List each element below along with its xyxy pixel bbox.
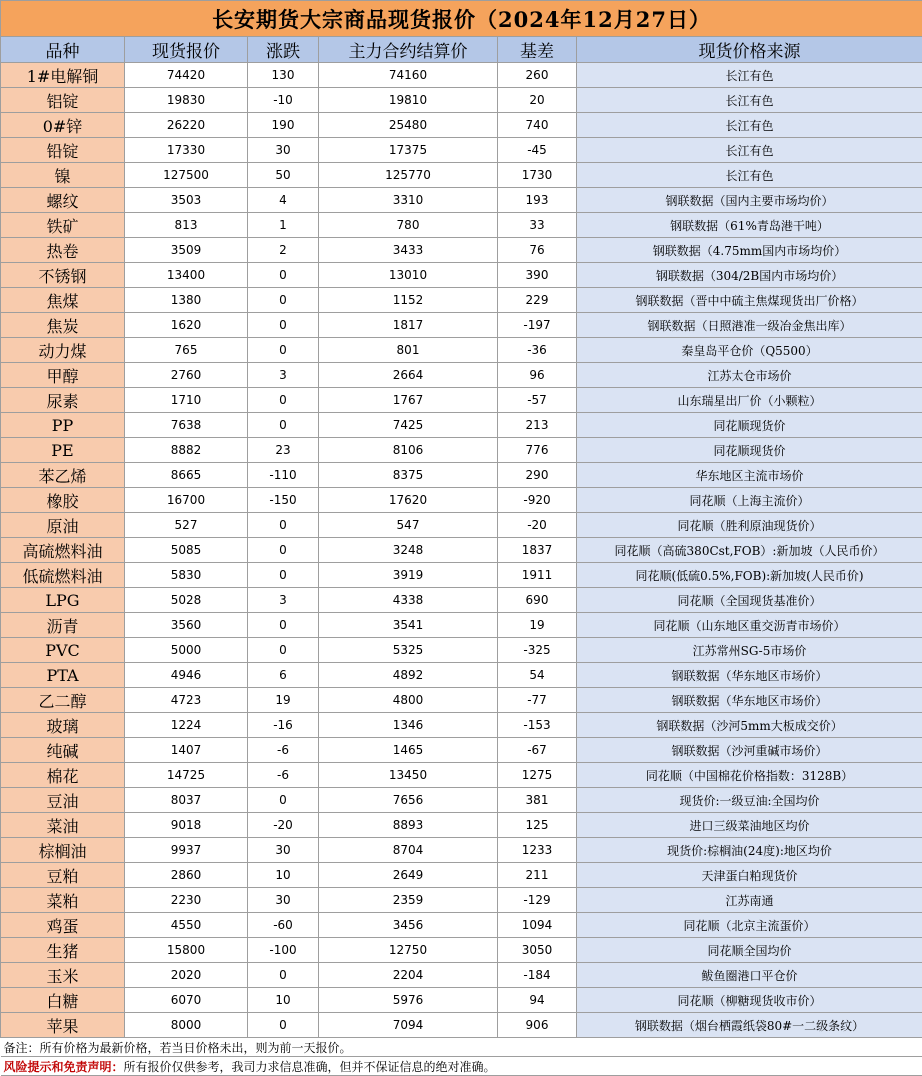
basis-cell: 19 <box>498 613 577 638</box>
change-cell: -10 <box>248 88 319 113</box>
spot-price-cell: 8000 <box>125 1013 248 1038</box>
basis-cell: 1837 <box>498 538 577 563</box>
basis-cell: 94 <box>498 988 577 1013</box>
change-cell: 0 <box>248 288 319 313</box>
settlement-price-cell: 17620 <box>319 488 498 513</box>
change-cell: 0 <box>248 613 319 638</box>
settlement-price-cell: 12750 <box>319 938 498 963</box>
variety-cell: 0#锌 <box>1 113 125 138</box>
change-cell: 0 <box>248 963 319 988</box>
basis-cell: 260 <box>498 63 577 88</box>
settlement-price-cell: 1465 <box>319 738 498 763</box>
settlement-price-cell: 8704 <box>319 838 498 863</box>
price-source-cell: 钢联数据（沙河5mm大板成交价） <box>577 713 922 738</box>
price-source-cell: 钢联数据（晋中中硫主焦煤现货出厂价格） <box>577 288 922 313</box>
price-source-cell: 山东瑞星出厂价（小颗粒） <box>577 388 922 413</box>
price-source-cell: 钢联数据（华东地区市场价） <box>577 688 922 713</box>
variety-cell: 热卷 <box>1 238 125 263</box>
basis-cell: 290 <box>498 463 577 488</box>
change-cell: 0 <box>248 263 319 288</box>
variety-cell: 尿素 <box>1 388 125 413</box>
basis-cell: -36 <box>498 338 577 363</box>
spot-price-cell: 4550 <box>125 913 248 938</box>
price-source-cell: 同花顺（上海主流价） <box>577 488 922 513</box>
price-source-cell: 同花顺全国均价 <box>577 938 922 963</box>
variety-cell: 甲醇 <box>1 363 125 388</box>
variety-cell: 不锈钢 <box>1 263 125 288</box>
basis-cell: 690 <box>498 588 577 613</box>
basis-cell: 125 <box>498 813 577 838</box>
variety-cell: 铁矿 <box>1 213 125 238</box>
settlement-price-cell: 3456 <box>319 913 498 938</box>
price-source-cell: 钢联数据（华东地区市场价） <box>577 663 922 688</box>
change-cell: 19 <box>248 688 319 713</box>
table-row <box>1 163 922 188</box>
settlement-price-cell: 2359 <box>319 888 498 913</box>
table-row <box>1 488 922 513</box>
header-basis: 基差 <box>498 37 577 63</box>
variety-cell: 镍 <box>1 163 125 188</box>
table-row <box>1 963 922 988</box>
change-cell: 0 <box>248 538 319 563</box>
variety-cell: 低硫燃料油 <box>1 563 125 588</box>
price-source-cell: 同花顺（全国现货基准价） <box>577 588 922 613</box>
header-spot-price: 现货报价 <box>125 37 248 63</box>
spot-price-cell: 74420 <box>125 63 248 88</box>
variety-cell: PP <box>1 413 125 438</box>
settlement-price-cell: 3433 <box>319 238 498 263</box>
price-source-cell: 同花顺(低硫0.5%,FOB):新加坡(人民币价) <box>577 563 922 588</box>
spot-price-cell: 527 <box>125 513 248 538</box>
spot-price-cell: 3560 <box>125 613 248 638</box>
spot-price-cell: 5085 <box>125 538 248 563</box>
price-source-cell: 同花顺（柳糖现货收市价） <box>577 988 922 1013</box>
settlement-price-cell: 74160 <box>319 63 498 88</box>
table-row <box>1 363 922 388</box>
price-source-cell: 天津蛋白粕现货价 <box>577 863 922 888</box>
settlement-price-cell: 7425 <box>319 413 498 438</box>
settlement-price-cell: 8375 <box>319 463 498 488</box>
header-price-source: 现货价格来源 <box>577 37 922 63</box>
spot-price-cell: 3503 <box>125 188 248 213</box>
settlement-price-cell: 801 <box>319 338 498 363</box>
change-cell: 0 <box>248 1013 319 1038</box>
basis-cell: 3050 <box>498 938 577 963</box>
basis-cell: 740 <box>498 113 577 138</box>
change-cell: 0 <box>248 788 319 813</box>
spot-price-cell: 5830 <box>125 563 248 588</box>
basis-cell: 381 <box>498 788 577 813</box>
variety-cell: 焦煤 <box>1 288 125 313</box>
table-row <box>1 588 922 613</box>
price-source-cell: 江苏太仓市场价 <box>577 363 922 388</box>
variety-cell: LPG <box>1 588 125 613</box>
price-source-cell: 钢联数据（4.75mm国内市场均价） <box>577 238 922 263</box>
change-cell: 50 <box>248 163 319 188</box>
basis-cell: 390 <box>498 263 577 288</box>
settlement-price-cell: 8106 <box>319 438 498 463</box>
table-row <box>1 238 922 263</box>
basis-cell: 1094 <box>498 913 577 938</box>
table-row <box>1 288 922 313</box>
header-change: 涨跌 <box>248 37 319 63</box>
disclaimer-label: 风险提示和免责声明： <box>4 1060 124 1074</box>
price-source-cell: 同花顺（高硫380Cst,FOB）:新加坡（人民币价） <box>577 538 922 563</box>
table-row <box>1 663 922 688</box>
spot-price-cell: 2760 <box>125 363 248 388</box>
basis-cell: 1275 <box>498 763 577 788</box>
table-row <box>1 713 922 738</box>
basis-cell: -77 <box>498 688 577 713</box>
variety-cell: 生猪 <box>1 938 125 963</box>
spot-price-cell: 7638 <box>125 413 248 438</box>
change-cell: 30 <box>248 838 319 863</box>
variety-cell: 棉花 <box>1 763 125 788</box>
variety-cell: 白糖 <box>1 988 125 1013</box>
spot-price-cell: 127500 <box>125 163 248 188</box>
basis-cell: 193 <box>498 188 577 213</box>
variety-cell: 螺纹 <box>1 188 125 213</box>
settlement-price-cell: 3310 <box>319 188 498 213</box>
table-row <box>1 63 922 88</box>
spot-price-cell: 1620 <box>125 313 248 338</box>
settlement-price-cell: 2649 <box>319 863 498 888</box>
settlement-price-cell: 5976 <box>319 988 498 1013</box>
basis-cell: -325 <box>498 638 577 663</box>
variety-cell: 高硫燃料油 <box>1 538 125 563</box>
table-row <box>1 638 922 663</box>
variety-cell: 橡胶 <box>1 488 125 513</box>
change-cell: 0 <box>248 638 319 663</box>
variety-cell: 苯乙烯 <box>1 463 125 488</box>
variety-cell: 1#电解铜 <box>1 63 125 88</box>
variety-cell: 鸡蛋 <box>1 913 125 938</box>
basis-cell: 211 <box>498 863 577 888</box>
settlement-price-cell: 547 <box>319 513 498 538</box>
change-cell: 0 <box>248 338 319 363</box>
basis-cell: -920 <box>498 488 577 513</box>
variety-cell: 菜粕 <box>1 888 125 913</box>
change-cell: -60 <box>248 913 319 938</box>
basis-cell: -197 <box>498 313 577 338</box>
change-cell: 190 <box>248 113 319 138</box>
price-source-cell: 现货价:棕榈油(24度):地区均价 <box>577 838 922 863</box>
price-source-cell: 江苏南通 <box>577 888 922 913</box>
settlement-price-cell: 13450 <box>319 763 498 788</box>
table-row <box>1 538 922 563</box>
table-row <box>1 788 922 813</box>
variety-cell: 焦炭 <box>1 313 125 338</box>
variety-cell: 豆粕 <box>1 863 125 888</box>
table-row <box>1 863 922 888</box>
settlement-price-cell: 2664 <box>319 363 498 388</box>
price-source-cell: 同花顺（胜利原油现货价） <box>577 513 922 538</box>
table-row <box>1 463 922 488</box>
spot-price-cell: 1710 <box>125 388 248 413</box>
price-source-cell: 钢联数据（沙河重碱市场价） <box>577 738 922 763</box>
spot-price-cell: 15800 <box>125 938 248 963</box>
basis-cell: 776 <box>498 438 577 463</box>
change-cell: 0 <box>248 313 319 338</box>
settlement-price-cell: 8893 <box>319 813 498 838</box>
spot-price-cell: 8882 <box>125 438 248 463</box>
header-settlement-price: 主力合约结算价 <box>319 37 498 63</box>
change-cell: 0 <box>248 563 319 588</box>
price-source-cell: 钢联数据（61%青岛港干吨） <box>577 213 922 238</box>
spot-price-cell: 1380 <box>125 288 248 313</box>
settlement-price-cell: 1767 <box>319 388 498 413</box>
variety-cell: 豆油 <box>1 788 125 813</box>
basis-cell: 20 <box>498 88 577 113</box>
change-cell: 6 <box>248 663 319 688</box>
table-row <box>1 613 922 638</box>
basis-cell: 229 <box>498 288 577 313</box>
table-row <box>1 388 922 413</box>
table-row <box>1 513 922 538</box>
basis-cell: -45 <box>498 138 577 163</box>
spot-price-cell: 9937 <box>125 838 248 863</box>
settlement-price-cell: 1817 <box>319 313 498 338</box>
price-source-cell: 同花顺（中国棉花价格指数：3128B） <box>577 763 922 788</box>
change-cell: -150 <box>248 488 319 513</box>
spot-price-cell: 3509 <box>125 238 248 263</box>
table-row <box>1 313 922 338</box>
settlement-price-cell: 1346 <box>319 713 498 738</box>
variety-cell: 玉米 <box>1 963 125 988</box>
change-cell: 10 <box>248 988 319 1013</box>
price-source-cell: 长江有色 <box>577 88 922 113</box>
price-source-cell: 江苏常州SG-5市场价 <box>577 638 922 663</box>
price-source-cell: 长江有色 <box>577 113 922 138</box>
change-cell: 0 <box>248 388 319 413</box>
spot-price-cell: 13400 <box>125 263 248 288</box>
variety-cell: 铅锭 <box>1 138 125 163</box>
spot-price-cell: 4723 <box>125 688 248 713</box>
basis-cell: 33 <box>498 213 577 238</box>
basis-cell: 1233 <box>498 838 577 863</box>
settlement-price-cell: 1152 <box>319 288 498 313</box>
table-row <box>1 338 922 363</box>
spot-price-cell: 6070 <box>125 988 248 1013</box>
change-cell: 10 <box>248 863 319 888</box>
basis-cell: -57 <box>498 388 577 413</box>
title-row <box>1 1 922 37</box>
change-cell: 4 <box>248 188 319 213</box>
settlement-price-cell: 125770 <box>319 163 498 188</box>
table-row <box>1 913 922 938</box>
change-cell: 30 <box>248 888 319 913</box>
variety-cell: 沥青 <box>1 613 125 638</box>
spot-price-cell: 2860 <box>125 863 248 888</box>
spot-price-cell: 9018 <box>125 813 248 838</box>
price-source-cell: 现货价:一级豆油:全国均价 <box>577 788 922 813</box>
price-source-cell: 华东地区主流市场价 <box>577 463 922 488</box>
table-row <box>1 938 922 963</box>
spot-price-cell: 14725 <box>125 763 248 788</box>
change-cell: 0 <box>248 513 319 538</box>
table-row <box>1 263 922 288</box>
settlement-price-cell: 2204 <box>319 963 498 988</box>
price-source-cell: 鲅鱼圈港口平仓价 <box>577 963 922 988</box>
price-source-cell: 钢联数据（烟台栖霞纸袋80#一二级条纹） <box>577 1013 922 1038</box>
change-cell: -6 <box>248 738 319 763</box>
settlement-price-cell: 3541 <box>319 613 498 638</box>
variety-cell: 纯碱 <box>1 738 125 763</box>
table-row <box>1 113 922 138</box>
table-row <box>1 213 922 238</box>
settlement-price-cell: 4892 <box>319 663 498 688</box>
price-source-cell: 同花顺（山东地区重交沥青市场价） <box>577 613 922 638</box>
spot-price-cell: 813 <box>125 213 248 238</box>
variety-cell: 动力煤 <box>1 338 125 363</box>
table-row <box>1 188 922 213</box>
price-source-cell: 钢联数据（日照港准一级冶金焦出库） <box>577 313 922 338</box>
spot-price-cell: 765 <box>125 338 248 363</box>
price-source-cell: 长江有色 <box>577 163 922 188</box>
basis-cell: 76 <box>498 238 577 263</box>
table-row <box>1 88 922 113</box>
spot-price-cell: 1407 <box>125 738 248 763</box>
variety-cell: PTA <box>1 663 125 688</box>
sheet-title: 长安期货大宗商品现货报价（2024年12月27日） <box>1 1 922 37</box>
table-row <box>1 138 922 163</box>
spot-price-cell: 1224 <box>125 713 248 738</box>
table-row <box>1 763 922 788</box>
table-row <box>1 738 922 763</box>
spot-price-cell: 5028 <box>125 588 248 613</box>
settlement-price-cell: 13010 <box>319 263 498 288</box>
table-row <box>1 1013 922 1038</box>
change-cell: 23 <box>248 438 319 463</box>
variety-cell: 原油 <box>1 513 125 538</box>
price-source-cell: 进口三级菜油地区均价 <box>577 813 922 838</box>
change-cell: -20 <box>248 813 319 838</box>
table-row <box>1 838 922 863</box>
variety-cell: 乙二醇 <box>1 688 125 713</box>
settlement-price-cell: 7656 <box>319 788 498 813</box>
note-text: 备注：所有价格为最新价格，若当日价格未出，则为前一天报价。 <box>1 1038 922 1057</box>
spot-price-cell: 8037 <box>125 788 248 813</box>
settlement-price-cell: 4800 <box>319 688 498 713</box>
table-row <box>1 563 922 588</box>
variety-cell: 玻璃 <box>1 713 125 738</box>
settlement-price-cell: 4338 <box>319 588 498 613</box>
price-source-cell: 同花顺现货价 <box>577 413 922 438</box>
basis-cell: 213 <box>498 413 577 438</box>
change-cell: 3 <box>248 363 319 388</box>
change-cell: 1 <box>248 213 319 238</box>
basis-cell: 1730 <box>498 163 577 188</box>
change-cell: 3 <box>248 588 319 613</box>
variety-cell: PE <box>1 438 125 463</box>
change-cell: 0 <box>248 413 319 438</box>
spot-price-cell: 2020 <box>125 963 248 988</box>
basis-cell: -184 <box>498 963 577 988</box>
table-row <box>1 888 922 913</box>
price-source-cell: 钢联数据（国内主要市场均价） <box>577 188 922 213</box>
variety-cell: 铝锭 <box>1 88 125 113</box>
settlement-price-cell: 780 <box>319 213 498 238</box>
spot-price-cell: 16700 <box>125 488 248 513</box>
note-row <box>1 1038 922 1057</box>
change-cell: -100 <box>248 938 319 963</box>
settlement-price-cell: 25480 <box>319 113 498 138</box>
spot-price-cell: 4946 <box>125 663 248 688</box>
disclaimer-text: 所有报价仅供参考，我司力求信息准确，但并不保证信息的绝对准确。 <box>124 1060 496 1074</box>
basis-cell: 54 <box>498 663 577 688</box>
price-source-cell: 秦皇岛平仓价（Q5500） <box>577 338 922 363</box>
table-row <box>1 813 922 838</box>
price-source-cell: 长江有色 <box>577 63 922 88</box>
basis-cell: -20 <box>498 513 577 538</box>
change-cell: -110 <box>248 463 319 488</box>
header-row <box>1 37 922 63</box>
settlement-price-cell: 5325 <box>319 638 498 663</box>
price-source-cell: 同花顺（北京主流蛋价） <box>577 913 922 938</box>
settlement-price-cell: 3919 <box>319 563 498 588</box>
variety-cell: 苹果 <box>1 1013 125 1038</box>
table-row <box>1 688 922 713</box>
price-source-cell: 同花顺现货价 <box>577 438 922 463</box>
variety-cell: 菜油 <box>1 813 125 838</box>
settlement-price-cell: 19810 <box>319 88 498 113</box>
spot-price-cell: 26220 <box>125 113 248 138</box>
basis-cell: -67 <box>498 738 577 763</box>
table-row <box>1 438 922 463</box>
table-row <box>1 988 922 1013</box>
spot-price-cell: 2230 <box>125 888 248 913</box>
change-cell: -16 <box>248 713 319 738</box>
header-variety: 品种 <box>1 37 125 63</box>
table-row <box>1 413 922 438</box>
settlement-price-cell: 7094 <box>319 1013 498 1038</box>
spot-price-cell: 17330 <box>125 138 248 163</box>
change-cell: 30 <box>248 138 319 163</box>
disclaimer-row <box>1 1057 922 1076</box>
spot-price-cell: 8665 <box>125 463 248 488</box>
basis-cell: 1911 <box>498 563 577 588</box>
variety-cell: 棕榈油 <box>1 838 125 863</box>
basis-cell: 906 <box>498 1013 577 1038</box>
basis-cell: 96 <box>498 363 577 388</box>
price-source-cell: 钢联数据（304/2B国内市场均价） <box>577 263 922 288</box>
change-cell: 130 <box>248 63 319 88</box>
price-source-cell: 长江有色 <box>577 138 922 163</box>
basis-cell: -153 <box>498 713 577 738</box>
spot-price-cell: 19830 <box>125 88 248 113</box>
table-body <box>1 63 922 1038</box>
spot-price-cell: 5000 <box>125 638 248 663</box>
change-cell: -6 <box>248 763 319 788</box>
settlement-price-cell: 3248 <box>319 538 498 563</box>
change-cell: 2 <box>248 238 319 263</box>
settlement-price-cell: 17375 <box>319 138 498 163</box>
variety-cell: PVC <box>1 638 125 663</box>
disclaimer <box>1 1057 922 1076</box>
basis-cell: -129 <box>498 888 577 913</box>
